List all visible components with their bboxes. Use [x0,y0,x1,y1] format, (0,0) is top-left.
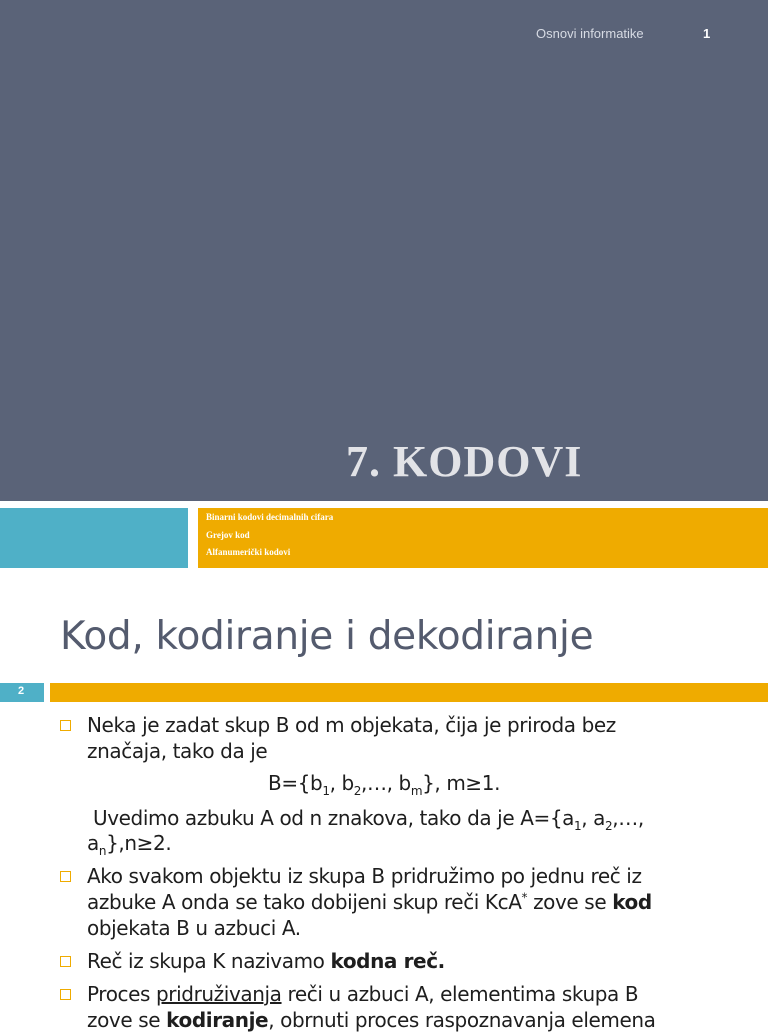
title-slide-background [0,0,768,501]
bullet-icon [60,720,71,731]
paragraph-line: zove se kodiranje, obrnuti proces raspoznavanja elemena [87,1008,656,1032]
accent-block [0,508,188,568]
subtitle-item: Grejov kod [206,530,250,540]
paragraph-line: Uvedimo azbuku A od n znakova, tako da je $A=\{a_1$, $a_2,\dots$, [92,806,644,833]
paragraph-line: objekata B u azbuci A. [87,916,301,940]
paragraph-line: $a_n\},n\ge 2$. [87,831,172,858]
paragraph-line: Proces pridruživanja reči u azbuci A, elementima skupa B [87,982,639,1006]
accent-bar [50,683,768,702]
subtitle-item: Alfanumerički kodovi [206,547,291,557]
formula-line: $B=\{b_1$, $b_2,\dots$, $b_m$}, m≥1. [268,771,501,798]
slide-number: 1 [703,26,711,41]
paragraph-line: Neka je zadat skup B od m objekata, čija je priroda bez [87,713,616,737]
paragraph-line: značaja, tako da je [87,739,268,763]
divider [0,501,768,508]
bullet-icon [60,989,71,1000]
slide-number: 2 [18,685,25,697]
paragraph-line: Reč iz skupa K nazivamo kodna reč. [87,949,445,973]
slide-title: Kod, kodiranje i dekodiranje [60,614,594,659]
slide-title: 7. KODOVI [346,437,583,486]
course-header: Osnovi informatike [536,26,644,41]
bullet-icon [60,871,71,882]
bullet-icon [60,956,71,967]
slide-number-box [0,683,44,702]
slide-body [0,708,768,1032]
subtitle-item: Binarni kodovi decimalnih cifara [206,512,334,522]
paragraph-line: Ako svakom objektu iz skupa B pridružimo po jednu reč iz [87,864,642,888]
paragraph-line: azbuke A onda se tako dobijeni skup reči KcA* zove se kod [87,890,652,914]
subtitle-block [198,508,768,568]
